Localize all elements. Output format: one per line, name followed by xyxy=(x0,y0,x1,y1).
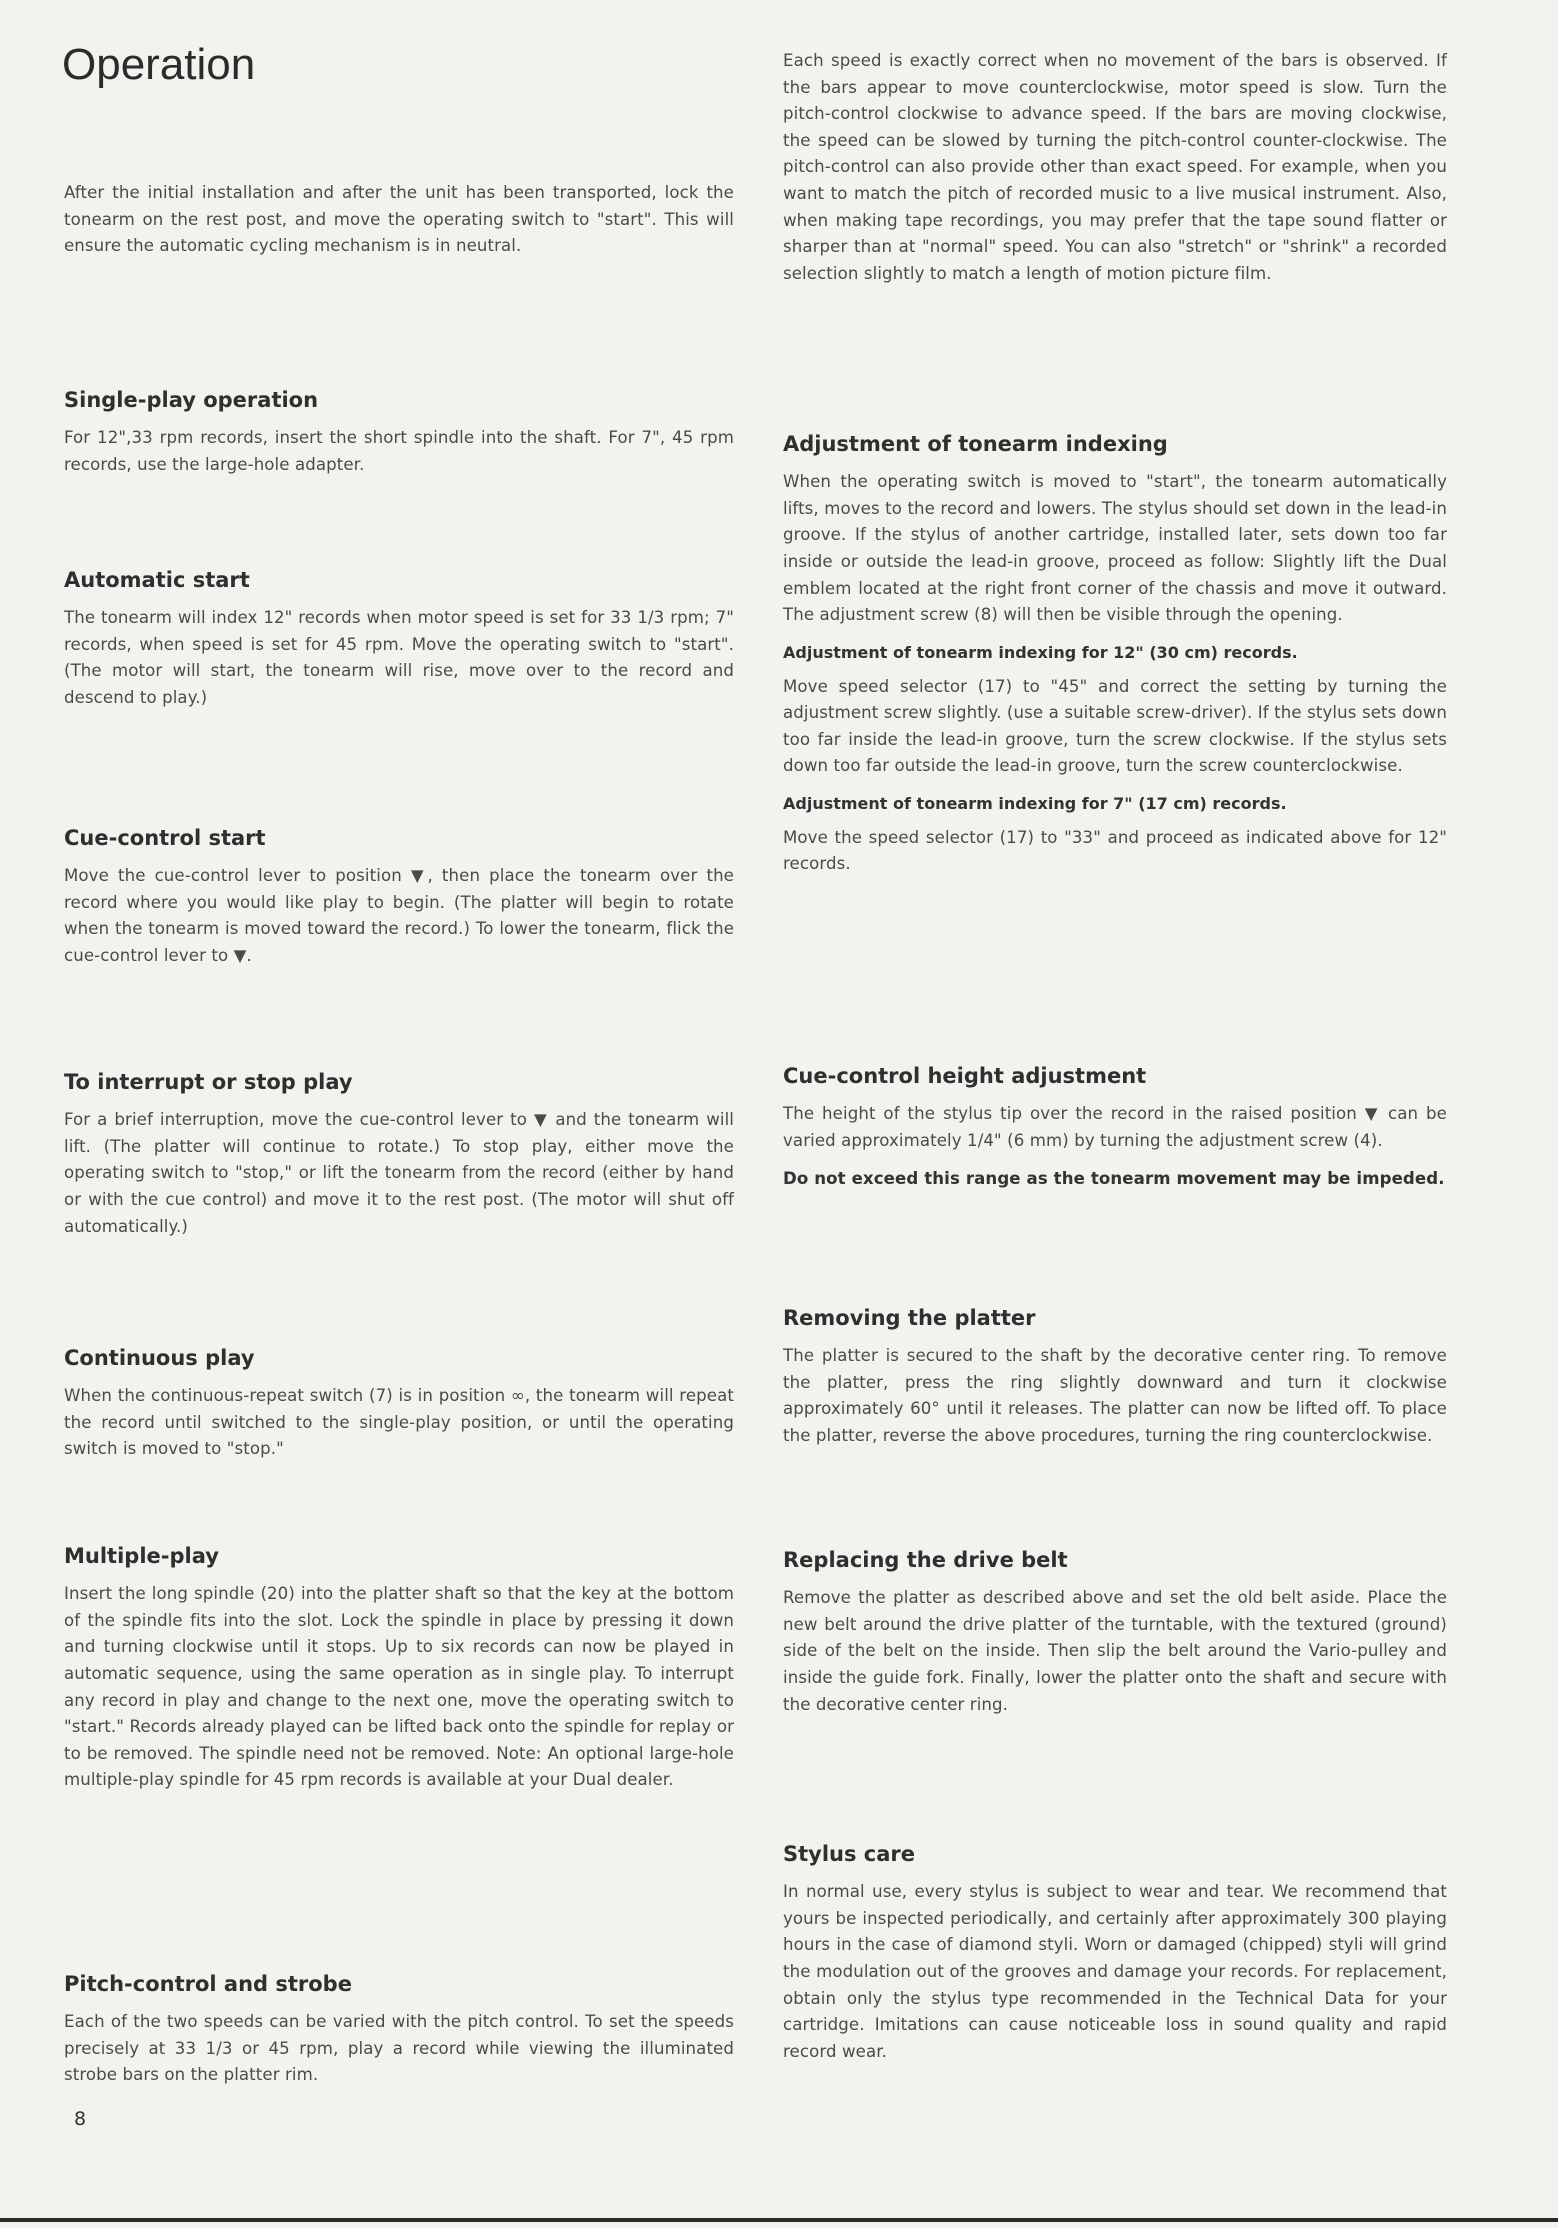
indexing-12-subheading: Adjustment of tonearm indexing for 12" (30 cm) records. xyxy=(783,642,1298,662)
interrupt-text: For a brief interruption, move the cue-control lever to ▼ and the tonearm will lift. (The platter will continue to rotate.) To stop play, either move the operating switch to "stop," or lift the tonearm from the record (either by hand or with the cue control) and move it to the rest post. (The motor will shut off automatically.) xyxy=(64,1110,734,1236)
automatic-start-heading: Automatic start xyxy=(64,568,250,592)
indexing-text: When the operating switch is moved to "start", the tonearm automatically lifts, moves to the record and lowers. The stylus should set down in the lead-in groove. If the stylus of another cartridge, installed later, sets down too far inside or outside the lead-in groove, proceed as follow: Slightly lift the Dual emblem located at the right front corner of the chassis and move it outward. The adjustment screw (8) will then be visible through the opening. xyxy=(783,472,1447,625)
indexing-12-text: Move speed selector (17) to "45" and correct the setting by turning the adjustment screw slightly. (use a suitable screw-driver). If the stylus sets down too far inside the lead-in groove, turn the screw clockwise. If the stylus sets down too far outside the lead-in groove, turn the screw counterclockwise. xyxy=(783,676,1447,776)
stylus-care-section xyxy=(783,1842,1447,2065)
removing-platter-text: The platter is secured to the shaft by the decorative center ring. To remove the platter, press the ring slightly downward and turn it clockwise approximately 60° until it releases. The platter can now be lifted off. To place the platter, reverse the above procedures, turning the ring counterclockwise. xyxy=(783,1346,1447,1445)
cue-height-heading: Cue-control height adjustment xyxy=(783,1064,1147,1088)
interrupt-section xyxy=(64,1070,734,1240)
intro-section xyxy=(64,180,734,260)
pitch-section xyxy=(64,1972,734,2089)
pitch-text: Each of the two speeds can be varied with the pitch control. To set the speeds precisely at 33 1/3 or 45 rpm, play a record while viewing the illuminated strobe bars on the platter rim. xyxy=(64,2012,734,2085)
continuous-section xyxy=(64,1346,734,1463)
cue-control-start-text: Move the cue-control lever to position ▼, then place the tonearm over the record where you would like play to begin. (The platter will begin to rotate when the tonearm is moved toward the record.) To lower the tonearm, flick the cue-control lever to ▼. xyxy=(64,866,734,965)
cue-height-section xyxy=(783,1064,1447,1193)
automatic-start-section xyxy=(64,568,734,712)
removing-platter-section xyxy=(783,1306,1447,1450)
page-title: Operation xyxy=(62,40,256,89)
cue-height-warning: Do not exceed this range as the tonearm movement may be impeded. xyxy=(783,1169,1445,1189)
single-play-section xyxy=(64,388,734,478)
stylus-care-heading: Stylus care xyxy=(783,1842,916,1866)
bottom-edge-line xyxy=(0,2218,1558,2222)
drive-belt-section xyxy=(783,1548,1447,1718)
intro-text: After the initial installation and after the unit has been transported, lock the tonearm on the rest post, and move the operating switch to "start". This will ensure the automatic cycling mechanism is in neutral. xyxy=(64,183,734,256)
removing-platter-heading: Removing the platter xyxy=(783,1306,1036,1330)
pitch-heading: Pitch-control and strobe xyxy=(64,1972,352,1996)
pitch-continued-text: Each speed is exactly correct when no movement of the bars is observed. If the bars appear to move counterclockwise, motor speed is slow. Turn the pitch-control clockwise to advance speed. If the bars are moving clockwise, the speed can be slowed by turning the pitch-control counter-clockwise. The pitch-control can also provide other than exact speed. For example, when you want to match the pitch of recorded music to a live musical instrument. Also, when making tape recordings, you may prefer that the tape sound flatter or sharper than at "normal" speed. You can also "stretch" or "shrink" a recorded selection slightly to match a length of motion picture film. xyxy=(783,51,1447,283)
page-number: 8 xyxy=(74,2108,87,2130)
single-play-text: For 12",33 rpm records, insert the short spindle into the shaft. For 7", 45 rpm records, use the large-hole adapter. xyxy=(64,428,734,474)
continuous-heading: Continuous play xyxy=(64,1346,255,1370)
cue-control-start-section xyxy=(64,826,734,970)
multiple-play-text: Insert the long spindle (20) into the platter shaft so that the key at the bottom of the spindle fits into the slot. Lock the spindle in place by pressing it down and turning clockwise until it stops. Up to six records can now be played in automatic sequence, using the same operation as in single play. To interrupt any record in play and change to the next one, move the operating switch to "start." Records already played can be lifted back onto the spindle for replay or to be removed. The spindle need not be removed. Note: An optional large-hole multiple-play spindle for 45 rpm records is available at your Dual dealer. xyxy=(64,1584,734,1790)
interrupt-heading: To interrupt or stop play xyxy=(64,1070,353,1094)
continuous-text: When the continuous-repeat switch (7) is in position ∞, the tonearm will repeat the record until switched to the single-play position, or until the operating switch is moved to "stop." xyxy=(64,1386,734,1459)
drive-belt-heading: Replacing the drive belt xyxy=(783,1548,1068,1572)
multiple-play-section xyxy=(64,1544,734,1794)
stylus-care-text: In normal use, every stylus is subject to wear and tear. We recommend that yours be inspected periodically, and certainly after approximately 300 playing hours in the case of diamond styli. Worn or damaged (chipped) styli will grind the modulation out of the grooves and damage your records. For replacement, obtain only the stylus type recommended in the Technical Data for your cartridge. Imitations can cause noticeable loss in sound quality and rapid record wear. xyxy=(783,1882,1447,2061)
indexing-section xyxy=(783,432,1447,878)
drive-belt-text: Remove the platter as described above and set the old belt aside. Place the new belt around the drive platter of the turntable, with the textured (ground) side of the belt on the inside. Then slip the belt around the Vario-pulley and inside the guide fork. Finally, lower the platter onto the shaft and secure with the decorative center ring. xyxy=(783,1588,1447,1714)
indexing-7-subheading: Adjustment of tonearm indexing for 7" (17 cm) records. xyxy=(783,793,1287,813)
automatic-start-text: The tonearm will index 12" records when motor speed is set for 33 1/3 rpm; 7" records, when speed is set for 45 rpm. Move the operating switch to "start". (The motor will start, the tonearm will rise, move over to the record and descend to play.) xyxy=(64,608,734,707)
indexing-heading: Adjustment of tonearm indexing xyxy=(783,432,1168,456)
cue-height-text: The height of the stylus tip over the record in the raised position ▼ can be varied approximately 1/4" (6 mm) by turning the adjustment screw (4). xyxy=(783,1104,1447,1150)
cue-control-start-heading: Cue-control start xyxy=(64,826,266,850)
single-play-heading: Single-play operation xyxy=(64,388,319,412)
indexing-7-text: Move the speed selector (17) to "33" and proceed as indicated above for 12" records. xyxy=(783,827,1447,874)
pitch-continued-section xyxy=(783,48,1447,287)
multiple-play-heading: Multiple-play xyxy=(64,1544,219,1568)
